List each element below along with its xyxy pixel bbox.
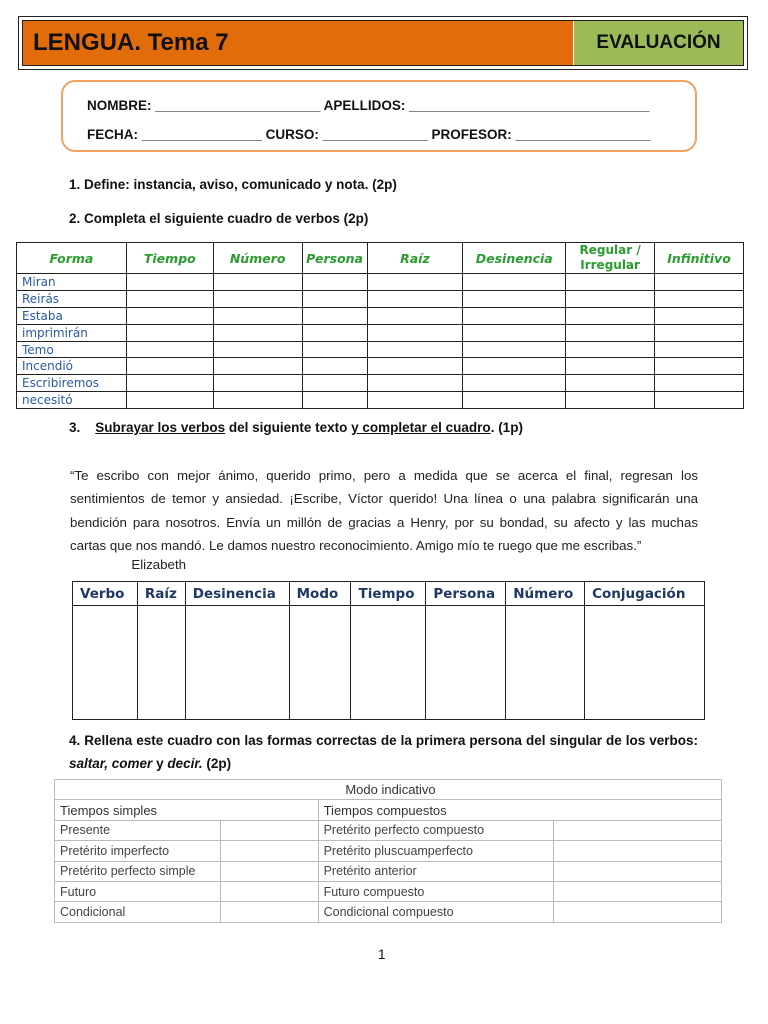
question-4-verbs: saltar, comer — [69, 756, 153, 771]
answer-cell[interactable] — [367, 392, 463, 409]
answer-cell[interactable] — [463, 341, 566, 358]
answer-cell[interactable] — [426, 606, 506, 720]
answer-cell[interactable] — [220, 881, 318, 901]
answer-cell[interactable] — [554, 820, 722, 840]
tense-label: Futuro — [55, 881, 221, 901]
tense-label: Pretérito imperfecto — [55, 841, 221, 861]
answer-cell[interactable] — [367, 358, 463, 375]
question-3-part2: del siguiente texto — [225, 420, 352, 435]
table-row — [17, 392, 744, 409]
name-surname-line[interactable]: NOMBRE: ______________________ APELLIDOS: ________________________________ — [87, 98, 650, 113]
header-banner — [18, 16, 748, 70]
tense-label: Pretérito perfecto simple — [55, 861, 221, 881]
verb-form: Temo — [17, 341, 127, 358]
simple-tenses-header: Tiempos simples — [55, 800, 319, 820]
answer-cell[interactable] — [220, 841, 318, 861]
table-row — [55, 902, 722, 922]
tense-label: Presente — [55, 820, 221, 840]
answer-cell[interactable] — [655, 341, 744, 358]
tense-label: Pretérito perfecto compuesto — [318, 820, 554, 840]
header-cell: Persona — [426, 582, 506, 606]
answer-cell[interactable] — [351, 606, 426, 720]
answer-cell[interactable] — [126, 324, 213, 341]
header-cell: Regular / Irregular — [566, 243, 655, 274]
table-row — [55, 780, 722, 800]
answer-cell[interactable] — [566, 274, 655, 291]
answer-cell[interactable] — [585, 606, 705, 720]
header-cell: Conjugación — [585, 582, 705, 606]
question-3-part3: y completar el cuadro — [351, 420, 491, 435]
answer-cell[interactable] — [655, 307, 744, 324]
answer-cell[interactable] — [367, 324, 463, 341]
answer-cell[interactable] — [463, 290, 566, 307]
verb-form: Miran — [17, 274, 127, 291]
answer-cell[interactable] — [126, 274, 213, 291]
question-4-text: 4. Rellena este cuadro con las formas correctas de la primera persona del singular de los verbos: — [69, 733, 698, 748]
answer-cell[interactable] — [566, 290, 655, 307]
indicative-table — [54, 779, 722, 923]
answer-cell[interactable] — [566, 375, 655, 392]
header-cell: Tiempo — [126, 243, 213, 274]
tense-label: Condicional compuesto — [318, 902, 554, 922]
header-cell: Número — [506, 582, 585, 606]
answer-cell[interactable] — [554, 861, 722, 881]
verb-form: Reirás — [17, 290, 127, 307]
answer-cell[interactable] — [302, 290, 367, 307]
reading-passage: “Te escribo con mejor ánimo, querido primo, pero a medida que se acerca el final, regresan los sentimientos de temor y ansiedad. ¡Escribe, Víctor querido! Una línea o una palabra significarán una bendición para nosotros. Envía un millón de gracias a Henry, por su bondad, su afecto y las muchas cartas que nos mandó. Le damos nuestro reconocimiento. Amigo mío te ruego que me escribas.” — [70, 468, 698, 554]
student-info-box — [61, 80, 697, 152]
answer-cell[interactable] — [137, 606, 185, 720]
answer-cell[interactable] — [126, 290, 213, 307]
answer-cell[interactable] — [566, 341, 655, 358]
analysis-table-header — [73, 582, 705, 606]
evaluation-badge: EVALUACIÓN — [573, 21, 743, 65]
question-3-number: 3. — [69, 420, 81, 435]
verb-table — [16, 242, 744, 409]
answer-cell[interactable] — [302, 341, 367, 358]
answer-cell[interactable] — [655, 358, 744, 375]
answer-cell[interactable] — [367, 307, 463, 324]
table-row — [17, 307, 744, 324]
answer-cell[interactable] — [566, 324, 655, 341]
answer-cell[interactable] — [126, 392, 213, 409]
question-4-verb-last: decir. — [167, 756, 203, 771]
header-inner — [22, 20, 744, 66]
question-4 — [69, 729, 698, 775]
answer-cell[interactable] — [302, 324, 367, 341]
table-row — [55, 881, 722, 901]
table-row — [17, 274, 744, 291]
answer-cell[interactable] — [213, 324, 302, 341]
answer-cell[interactable] — [213, 341, 302, 358]
verb-form: Estaba — [17, 307, 127, 324]
answer-cell[interactable] — [213, 358, 302, 375]
table-row — [17, 290, 744, 307]
header-cell: Modo — [289, 582, 351, 606]
answer-cell[interactable] — [367, 274, 463, 291]
answer-cell[interactable] — [302, 307, 367, 324]
answer-cell[interactable] — [220, 902, 318, 922]
answer-cell[interactable] — [655, 375, 744, 392]
table-row — [17, 341, 744, 358]
answer-cell[interactable] — [220, 861, 318, 881]
answer-cell[interactable] — [213, 290, 302, 307]
question-3-part4: . (1p) — [490, 420, 523, 435]
verb-table-header — [17, 243, 744, 274]
answer-cell[interactable] — [289, 606, 351, 720]
answer-cell[interactable] — [302, 375, 367, 392]
compound-tenses-header: Tiempos compuestos — [318, 800, 721, 820]
question-2: 2. Completa el siguiente cuadro de verbos (2p) — [69, 211, 369, 226]
date-course-teacher-line[interactable]: FECHA: ________________ CURSO: ______________ PROFESOR: __________________ — [87, 127, 651, 142]
answer-cell[interactable] — [554, 841, 722, 861]
answer-cell[interactable] — [213, 274, 302, 291]
header-cell: Raíz — [137, 582, 185, 606]
question-4-and: y — [152, 756, 168, 771]
answer-cell[interactable] — [554, 902, 722, 922]
verb-form: Incendió — [17, 358, 127, 375]
answer-cell[interactable] — [367, 375, 463, 392]
answer-cell[interactable] — [506, 606, 585, 720]
answer-cell[interactable] — [126, 358, 213, 375]
page-title: LENGUA. Tema 7 — [23, 21, 573, 65]
answer-cell[interactable] — [126, 307, 213, 324]
header-cell: Desinencia — [185, 582, 289, 606]
answer-cell[interactable] — [213, 392, 302, 409]
analysis-table — [72, 581, 705, 720]
answer-cell[interactable] — [655, 274, 744, 291]
answer-cell[interactable] — [367, 341, 463, 358]
answer-cell[interactable] — [655, 392, 744, 409]
answer-cell[interactable] — [463, 307, 566, 324]
table-row — [55, 841, 722, 861]
table-row — [17, 375, 744, 392]
table-row — [55, 820, 722, 840]
answer-cell[interactable] — [566, 392, 655, 409]
table-row — [55, 800, 722, 820]
page-number: 1 — [378, 947, 386, 962]
answer-cell[interactable] — [463, 392, 566, 409]
passage-signature: Elizabeth — [131, 557, 187, 572]
answer-cell[interactable] — [73, 606, 138, 720]
answer-cell[interactable] — [126, 375, 213, 392]
table-row — [55, 861, 722, 881]
tense-label: Pretérito pluscuamperfecto — [318, 841, 554, 861]
answer-cell[interactable] — [463, 375, 566, 392]
tense-label: Pretérito anterior — [318, 861, 554, 881]
header-cell: Tiempo — [351, 582, 426, 606]
answer-cell[interactable] — [655, 324, 744, 341]
header-cell: Número — [213, 243, 302, 274]
header-cell: Desinencia — [463, 243, 566, 274]
header-cell: Infinitivo — [655, 243, 744, 274]
answer-cell[interactable] — [655, 290, 744, 307]
question-4-points: (2p) — [202, 756, 232, 771]
answer-cell[interactable] — [463, 358, 566, 375]
question-3-part1: Subrayar los verbos — [95, 420, 226, 435]
question-1: 1. Define: instancia, aviso, comunicado y nota. (2p) — [69, 177, 397, 192]
header-cell: Raíz — [367, 243, 463, 274]
answer-cell[interactable] — [554, 881, 722, 901]
answer-cell[interactable] — [302, 274, 367, 291]
answer-cell[interactable] — [302, 358, 367, 375]
answer-cell[interactable] — [302, 392, 367, 409]
answer-cell[interactable] — [220, 820, 318, 840]
header-cell: Verbo — [73, 582, 138, 606]
verb-form: necesitó — [17, 392, 127, 409]
verb-form: Escribiremos — [17, 375, 127, 392]
tense-label: Condicional — [55, 902, 221, 922]
answer-cell[interactable] — [566, 358, 655, 375]
table-row — [73, 606, 705, 720]
answer-cell[interactable] — [213, 307, 302, 324]
tense-label: Futuro compuesto — [318, 881, 554, 901]
passage-signature-line — [70, 557, 186, 572]
answer-cell[interactable] — [213, 375, 302, 392]
header-cell: Persona — [302, 243, 367, 274]
indicative-title: Modo indicativo — [55, 780, 722, 800]
question-3 — [69, 420, 523, 435]
verb-form: imprimirán — [17, 324, 127, 341]
answer-cell[interactable] — [126, 341, 213, 358]
answer-cell[interactable] — [185, 606, 289, 720]
answer-cell[interactable] — [463, 274, 566, 291]
answer-cell[interactable] — [566, 307, 655, 324]
answer-cell[interactable] — [367, 290, 463, 307]
answer-cell[interactable] — [463, 324, 566, 341]
header-cell: Forma — [17, 243, 127, 274]
table-row — [17, 324, 744, 341]
table-row — [17, 358, 744, 375]
